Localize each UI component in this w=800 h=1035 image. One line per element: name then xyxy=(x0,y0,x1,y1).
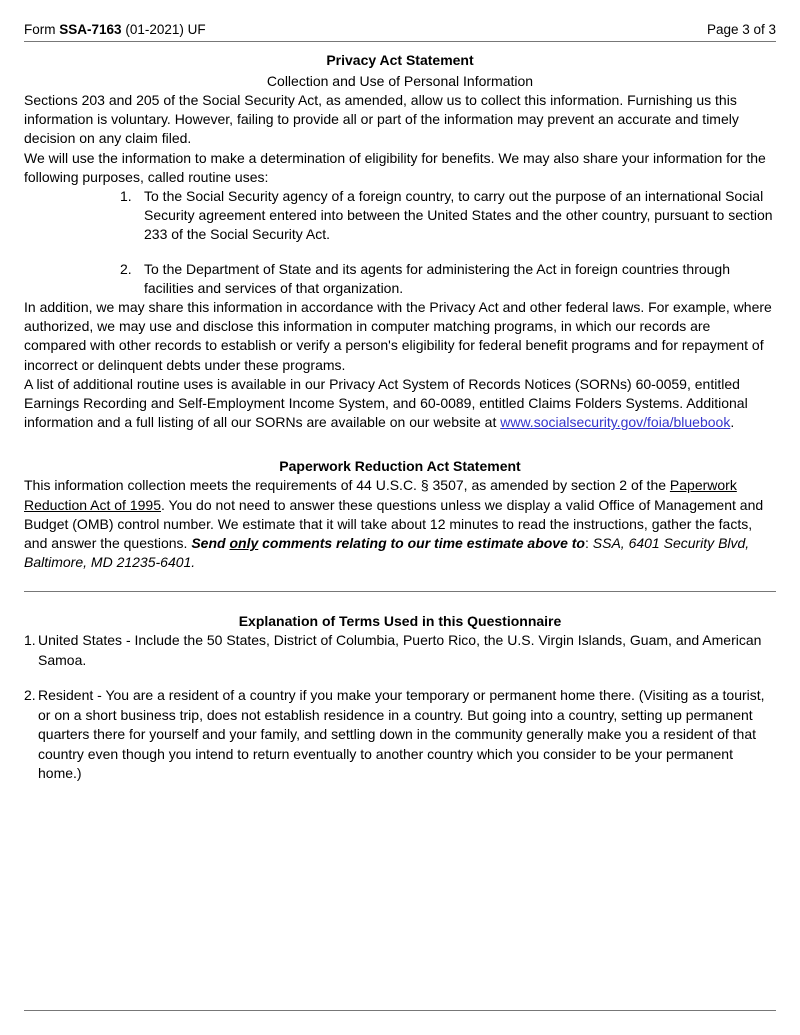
section-divider-rule xyxy=(24,591,776,592)
privacy-paragraph-4-period: . xyxy=(730,414,735,431)
privacy-paragraph-2: We will use the information to make a determination of eligibility for benefits. We may also share your information for the following purposes, called routine uses: xyxy=(24,149,766,185)
bluebook-link[interactable]: www.socialsecurity.gov/foia/bluebook xyxy=(500,414,731,431)
privacy-paragraph-1: Sections 203 and 205 of the Social Security Act, as amended, allow us to collect this information. Furnishing us this information is voluntary. However, failing to provide all or part of the information may prevent an accurate and timely decision on any claim filed. xyxy=(24,92,739,147)
routine-uses-list xyxy=(24,187,776,298)
paperwork-text-part-1: This information collection meets the requirements of 44 U.S.C. § 3507, as amended by section 2 of the xyxy=(24,477,670,494)
page-indicator: Page 3 of 3 xyxy=(706,22,776,37)
ssa-address: SSA, 6401 Security Blvd, Baltimore, MD 21235-6401. xyxy=(24,535,750,571)
emphasis-send: Send xyxy=(191,535,230,552)
list-item xyxy=(24,686,776,783)
form-number: SSA-7163 xyxy=(59,22,122,37)
explanation-title: Explanation of Terms Used in this Questionnaire xyxy=(238,613,562,630)
list-item xyxy=(24,187,776,245)
header-divider-rule xyxy=(24,41,776,42)
list-item-text: Resident - You are a resident of a country if you make your temporary or permanent home there. (Visiting as a tourist, or on a short business trip, does not establish residence in a country. But going into a country, setting up permanent quarters there for yourself and your family, and settling down in the community generally make you a resident of that country even though you intend to return eventually to another country which you consider to be your permanent home.) xyxy=(38,687,765,781)
emphasis-only: only xyxy=(229,535,259,552)
page-content xyxy=(24,0,776,783)
form-identifier xyxy=(24,21,206,38)
paperwork-text-part-2: . You do not need to answer these questions unless we display a valid Office of Management and Budget (OMB) control number. We estimate that it will take about 12 minutes to read the instructions, gather the facts, and answer the questions. xyxy=(24,496,764,552)
footer-divider-rule xyxy=(24,1010,776,1011)
privacy-act-title: Privacy Act Statement xyxy=(326,52,474,68)
explanation-terms-list xyxy=(24,631,776,783)
privacy-paragraph-3: In addition, we may share this information in accordance with the Privacy Act and other federal laws. For example, where authorized, we may use and disclose this information in computer matching programs, in which our records are compared with other records to establish or verify a person's eligibility for federal benefit programs and for repayment of incorrect or delinquent debts under these programs. xyxy=(24,299,772,373)
paperwork-act-paragraph xyxy=(24,476,776,572)
list-item-text: United States - Include the 50 States, District of Columbia, Puerto Rico, the U.S. Virgin Islands, Guam, and American Samoa. xyxy=(38,632,762,668)
privacy-paragraph-4-text: A list of additional routine uses is available in our Privacy Act System of Records Notices (SORNs) 60-0059, entitled Earnings Recording and Self-Employment Income System, and 60-0089, entitled Claims Folders Systems. Additional information and a full listing of all our SORNs are available on our website at xyxy=(24,375,748,431)
list-marker: 1. xyxy=(120,188,132,205)
paperwork-act-title: Paperwork Reduction Act Statement xyxy=(279,458,521,475)
list-marker: 2. xyxy=(24,687,36,704)
emphasis-rest: comments relating to our time estimate above to xyxy=(258,535,585,552)
list-item xyxy=(24,260,776,298)
list-item-text: To the Social Security agency of a foreign country, to carry out the purpose of an international Social Security agreement entered into between the United States and the other country, pursuant to section 233 of the Social Security Act. xyxy=(144,188,773,243)
form-label: Form xyxy=(24,22,56,37)
list-marker: 2. xyxy=(120,260,132,277)
list-marker: 1. xyxy=(24,632,36,649)
paperwork-act-citation: Paperwork Reduction Act of 1995 xyxy=(24,477,737,513)
emphasis-colon: : xyxy=(585,535,593,552)
form-suffix: (01-2021) UF xyxy=(125,22,206,37)
list-item-text: To the Department of State and its agents for administering the Act in foreign countries through facilities and services of that organization. xyxy=(144,260,731,296)
privacy-act-subtitle: Collection and Use of Personal Information xyxy=(266,73,534,89)
privacy-paragraph-4 xyxy=(24,375,776,433)
list-item xyxy=(24,631,776,670)
page-header xyxy=(24,0,776,38)
